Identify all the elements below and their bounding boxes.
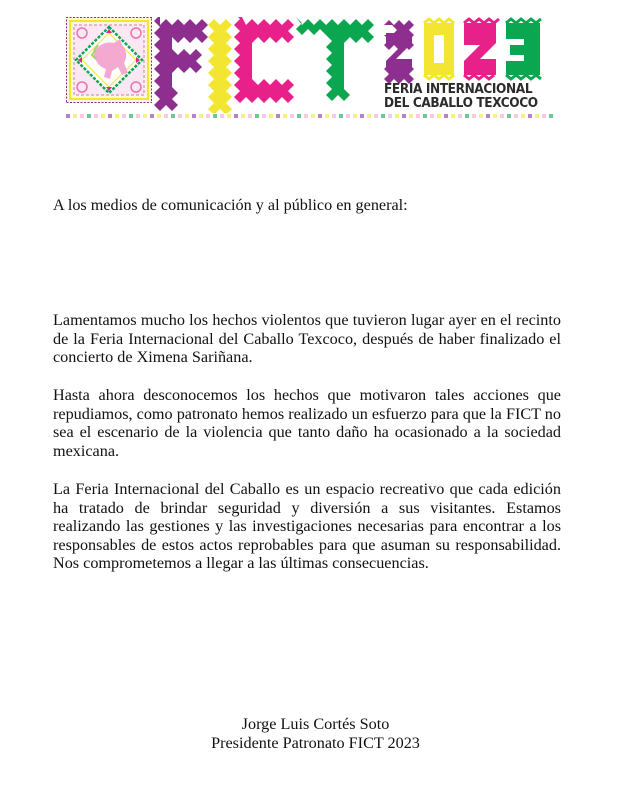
strip-dot bbox=[423, 114, 427, 118]
paragraph-1: Lamentamos mucho los hechos violentos que tuvieron lugar ayer en el recinto de la Feria Internacional del Caballo Texcoco, después de haber finalizado el concierto de Ximena Sariñana. bbox=[53, 311, 561, 366]
signatory-title: Presidente Patronato FICT 2023 bbox=[211, 733, 420, 752]
strip-dot bbox=[332, 114, 336, 118]
digit-3 bbox=[506, 19, 541, 79]
strip-dot bbox=[213, 114, 217, 118]
strip-dot bbox=[290, 114, 294, 118]
strip-dot bbox=[486, 114, 490, 118]
fair-full-name bbox=[384, 83, 556, 111]
strip-dot bbox=[381, 114, 385, 118]
strip-dot bbox=[150, 114, 154, 118]
strip-dot bbox=[157, 114, 161, 118]
strip-dot bbox=[185, 114, 189, 118]
strip-dot bbox=[318, 114, 322, 118]
strip-dot bbox=[479, 114, 483, 118]
strip-dot bbox=[199, 114, 203, 118]
strip-dot bbox=[493, 114, 497, 118]
paragraph-2: Hasta ahora desconocemos los hechos que motivaron tales acciones que repudiamos, como patronato hemos realizado un esfuerzo para que la FICT no sea el escenario de la violencia que tanto daño ha ocasionado a la sociedad mexicana. bbox=[53, 386, 561, 460]
strip-dot bbox=[346, 114, 350, 118]
strip-dot bbox=[297, 114, 301, 118]
strip-dot bbox=[465, 114, 469, 118]
strip-dot bbox=[241, 114, 245, 118]
signature-block bbox=[0, 715, 631, 752]
strip-dot bbox=[80, 114, 84, 118]
strip-dot bbox=[451, 114, 455, 118]
strip-dot bbox=[220, 114, 224, 118]
strip-dot bbox=[339, 114, 343, 118]
strip-dot bbox=[367, 114, 371, 118]
strip-dot bbox=[143, 114, 147, 118]
strip-dot bbox=[255, 114, 259, 118]
strip-dot bbox=[521, 114, 525, 118]
strip-dot bbox=[192, 114, 196, 118]
strip-dot bbox=[164, 114, 168, 118]
strip-dot bbox=[129, 114, 133, 118]
decorative-border-strip bbox=[66, 113, 556, 119]
strip-dot bbox=[101, 114, 105, 118]
letter-f bbox=[154, 17, 208, 111]
strip-dot bbox=[206, 114, 210, 118]
strip-dot bbox=[353, 114, 357, 118]
strip-dot bbox=[409, 114, 413, 118]
strip-dot bbox=[535, 114, 539, 118]
letter-c bbox=[234, 17, 294, 103]
strip-dot bbox=[283, 114, 287, 118]
strip-dot bbox=[514, 114, 518, 118]
strip-dot bbox=[248, 114, 252, 118]
strip-dot bbox=[178, 114, 182, 118]
digit-2b bbox=[464, 19, 499, 79]
strip-dot bbox=[416, 114, 420, 118]
strip-dot bbox=[458, 114, 462, 118]
strip-dot bbox=[500, 114, 504, 118]
strip-dot bbox=[528, 114, 532, 118]
digit-0 bbox=[424, 19, 454, 79]
digit-2 bbox=[384, 20, 414, 84]
strip-dot bbox=[262, 114, 266, 118]
strip-dot bbox=[94, 114, 98, 118]
fict-2023-logo bbox=[66, 17, 556, 122]
strip-dot bbox=[276, 114, 280, 118]
strip-dot bbox=[66, 114, 70, 118]
strip-dot bbox=[437, 114, 441, 118]
strip-dot bbox=[227, 114, 231, 118]
strip-dot bbox=[402, 114, 406, 118]
strip-dot bbox=[234, 114, 238, 118]
strip-dot bbox=[171, 114, 175, 118]
strip-dot bbox=[360, 114, 364, 118]
strip-dot bbox=[122, 114, 126, 118]
strip-dot bbox=[136, 114, 140, 118]
strip-dot bbox=[388, 114, 392, 118]
strip-dot bbox=[73, 114, 77, 118]
strip-dot bbox=[115, 114, 119, 118]
strip-dot bbox=[444, 114, 448, 118]
strip-dot bbox=[374, 114, 378, 118]
greeting: A los medios de comunicación y al público en general: bbox=[53, 196, 408, 214]
fair-name-line-1: FERIA INTERNACIONAL bbox=[384, 82, 533, 97]
letter-i bbox=[208, 19, 232, 113]
strip-dot bbox=[269, 114, 273, 118]
strip-dot bbox=[325, 114, 329, 118]
strip-dot bbox=[395, 114, 399, 118]
strip-dot bbox=[542, 114, 546, 118]
signatory-name: Jorge Luis Cortés Soto bbox=[241, 715, 390, 733]
fair-name-line-2: DEL CABALLO TEXCOCO bbox=[384, 96, 538, 111]
strip-dot bbox=[87, 114, 91, 118]
strip-dot bbox=[549, 114, 553, 118]
strip-dot bbox=[507, 114, 511, 118]
strip-dot bbox=[304, 114, 308, 118]
strip-dot bbox=[311, 114, 315, 118]
letter-t bbox=[296, 17, 374, 101]
strip-dot bbox=[472, 114, 476, 118]
paragraph-3: La Feria Internacional del Caballo es un espacio recreativo que cada edición ha tratado de brindar seguridad y diversión a sus visitantes. Estamos realizando las gestiones y las investigaciones necesarias para encontrar a los responsables de estos actos reprobables para que asuman su responsabilidad. Nos comprometemos a llegar a las últimas consecuencias. bbox=[53, 480, 561, 572]
strip-dot bbox=[430, 114, 434, 118]
strip-dot bbox=[108, 114, 112, 118]
